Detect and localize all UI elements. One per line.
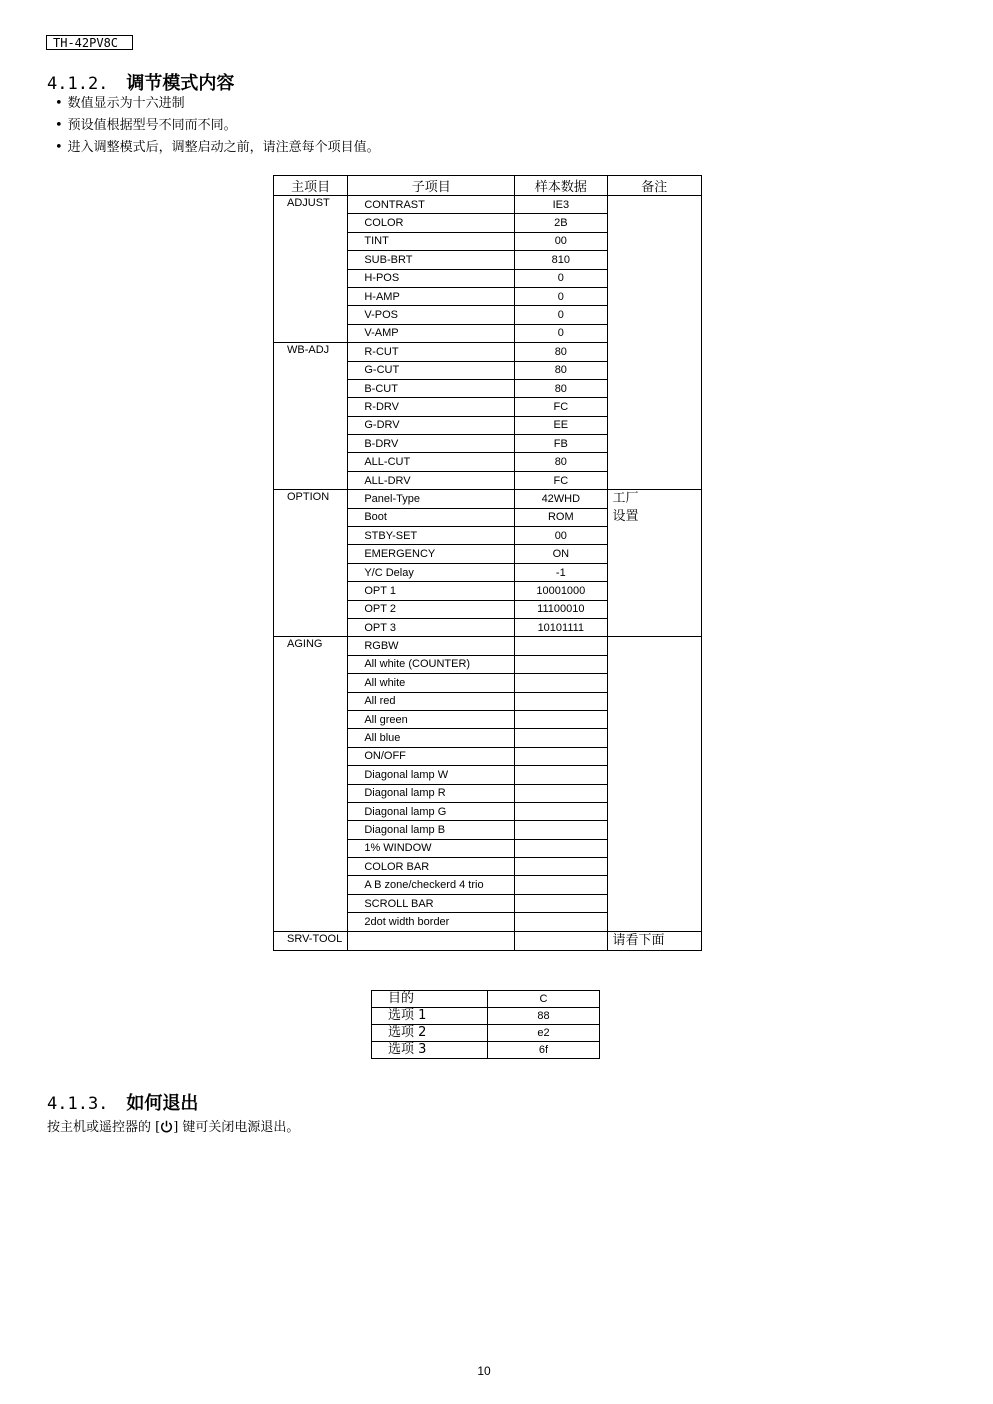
section-heading-412 <box>47 69 234 95</box>
sample-data-cell: ON <box>515 545 607 563</box>
sample-data-cell: FB <box>515 435 607 453</box>
section-title: 调节模式内容 <box>126 73 235 94</box>
exit-text-after: ] 键可关闭电源退出。 <box>173 1120 300 1135</box>
sample-data-cell: 80 <box>515 379 607 397</box>
sample-data-cell: 00 <box>515 527 607 545</box>
sample-data-cell: 42WHD <box>515 490 607 508</box>
sub-item-cell: 2dot width border <box>348 913 515 931</box>
purpose-value-cell: e2 <box>488 1025 600 1042</box>
sub-item-cell: SCROLL BAR <box>348 894 515 912</box>
section-number: 4.1.2. <box>47 74 109 94</box>
table-row <box>372 1042 600 1059</box>
bullet-list <box>55 93 380 159</box>
header-note: 备注 <box>607 176 701 196</box>
sub-item-cell: ALL-DRV <box>348 471 515 489</box>
sub-item-cell: Y/C Delay <box>348 563 515 581</box>
sample-data-cell: 80 <box>515 343 607 361</box>
sub-item-cell: EMERGENCY <box>348 545 515 563</box>
sub-item-cell: G-CUT <box>348 361 515 379</box>
purpose-table <box>371 990 600 1059</box>
table-row <box>274 490 702 508</box>
table-row <box>372 991 600 1008</box>
sub-item-cell: Boot <box>348 508 515 526</box>
sample-data-cell: EE <box>515 416 607 434</box>
sub-item-cell: Diagonal lamp B <box>348 821 515 839</box>
sample-data-cell <box>515 784 607 802</box>
purpose-label-cell: 选项 1 <box>372 1008 488 1025</box>
sample-data-cell <box>515 894 607 912</box>
sample-data-cell <box>515 637 607 655</box>
note-cell <box>607 196 701 490</box>
sample-data-cell <box>515 858 607 876</box>
sub-item-cell: All green <box>348 710 515 728</box>
note-factory-line: 设置 <box>612 509 639 525</box>
sub-item-cell: All blue <box>348 729 515 747</box>
power-icon <box>160 1120 173 1133</box>
note-cell-factory <box>607 490 701 637</box>
sub-item-cell: COLOR BAR <box>348 858 515 876</box>
sample-data-cell <box>515 674 607 692</box>
sample-data-cell: 00 <box>515 232 607 250</box>
sample-data-cell: 0 <box>515 269 607 287</box>
sub-item-cell: Diagonal lamp W <box>348 766 515 784</box>
main-item-cell: ADJUST <box>274 196 348 343</box>
purpose-value-cell: 88 <box>488 1008 600 1025</box>
main-item-cell: WB-ADJ <box>274 343 348 490</box>
table-row <box>372 1025 600 1042</box>
bullet-item: • 数值显示为十六进制 <box>55 93 380 115</box>
sub-item-cell: TINT <box>348 232 515 250</box>
sub-item-cell: R-CUT <box>348 343 515 361</box>
main-item-cell: OPTION <box>274 490 348 637</box>
table-header-row <box>274 176 702 196</box>
sample-data-cell: IE3 <box>515 196 607 214</box>
sample-data-cell: 0 <box>515 287 607 305</box>
sub-item-cell: H-POS <box>348 269 515 287</box>
sample-data-cell: FC <box>515 398 607 416</box>
sample-data-cell: 0 <box>515 306 607 324</box>
sub-item-cell: 1% WINDOW <box>348 839 515 857</box>
sub-item-cell: COLOR <box>348 214 515 232</box>
sample-data-cell <box>515 839 607 857</box>
sample-data-cell: 10101111 <box>515 618 607 636</box>
sub-item-cell: STBY-SET <box>348 527 515 545</box>
purpose-label-cell: 目的 <box>372 991 488 1008</box>
sample-data-cell <box>515 729 607 747</box>
sample-data-cell <box>515 747 607 765</box>
main-item-cell: AGING <box>274 637 348 931</box>
sample-data-cell <box>515 766 607 784</box>
table-row <box>274 637 702 655</box>
sub-item-cell: B-DRV <box>348 435 515 453</box>
sample-data-cell: 810 <box>515 251 607 269</box>
sub-item-cell: CONTRAST <box>348 196 515 214</box>
sample-data-cell: 2B <box>515 214 607 232</box>
sample-data-cell <box>515 802 607 820</box>
sample-data-cell <box>515 655 607 673</box>
sub-item-cell: Diagonal lamp R <box>348 784 515 802</box>
sample-data-cell: 80 <box>515 361 607 379</box>
table-row <box>372 1008 600 1025</box>
sub-item-cell: OPT 2 <box>348 600 515 618</box>
sub-item-cell: A B zone/checkerd 4 trio <box>348 876 515 894</box>
page-number: 10 <box>477 1364 491 1378</box>
note-factory-line: 工厂 <box>612 491 639 507</box>
sample-data-cell: ROM <box>515 508 607 526</box>
purpose-label-cell: 选项 2 <box>372 1025 488 1042</box>
sub-item-cell: OPT 3 <box>348 618 515 636</box>
sample-data-cell: 11100010 <box>515 600 607 618</box>
purpose-value-cell: 6f <box>488 1042 600 1059</box>
sub-item-cell: RGBW <box>348 637 515 655</box>
main-item-cell: SRV-TOOL <box>274 931 348 950</box>
sub-item-cell: All red <box>348 692 515 710</box>
sub-item-cell: All white <box>348 674 515 692</box>
exit-instruction <box>47 1116 299 1135</box>
sample-data-cell <box>515 692 607 710</box>
bullet-item: • 进入调整模式后，调整启动之前，请注意每个项目值。 <box>55 137 380 159</box>
header-sub-item: 子项目 <box>348 176 515 196</box>
exit-text-before: 按主机或遥控器的 [ <box>47 1120 161 1135</box>
model-label: TH-42PV8C <box>46 35 133 50</box>
sub-item-cell: G-DRV <box>348 416 515 434</box>
header-main-item: 主项目 <box>274 176 348 196</box>
sample-data-cell <box>515 913 607 931</box>
sub-item-cell: R-DRV <box>348 398 515 416</box>
sample-data-cell <box>515 710 607 728</box>
note-cell <box>607 637 701 931</box>
sample-data-cell: FC <box>515 471 607 489</box>
sample-data-cell: 80 <box>515 453 607 471</box>
sub-item-cell: H-AMP <box>348 287 515 305</box>
sub-item-cell <box>348 931 515 950</box>
adjust-mode-table <box>273 175 702 951</box>
purpose-label-cell: 选项 3 <box>372 1042 488 1059</box>
section-number: 4.1.3. <box>47 1094 109 1114</box>
sample-data-cell: 10001000 <box>515 582 607 600</box>
section-title: 如何退出 <box>126 1093 199 1114</box>
sub-item-cell: Panel-Type <box>348 490 515 508</box>
sample-data-cell <box>515 931 607 950</box>
sub-item-cell: V-POS <box>348 306 515 324</box>
sample-data-cell: 0 <box>515 324 607 342</box>
sub-item-cell: B-CUT <box>348 379 515 397</box>
section-heading-413 <box>47 1089 198 1115</box>
sub-item-cell: ALL-CUT <box>348 453 515 471</box>
sample-data-cell <box>515 821 607 839</box>
sub-item-cell: All white (COUNTER) <box>348 655 515 673</box>
sub-item-cell: V-AMP <box>348 324 515 342</box>
sample-data-cell: -1 <box>515 563 607 581</box>
sub-item-cell: OPT 1 <box>348 582 515 600</box>
sub-item-cell: SUB-BRT <box>348 251 515 269</box>
note-cell: 请看下面 <box>607 931 701 950</box>
table-row <box>274 931 702 950</box>
sample-data-cell <box>515 876 607 894</box>
bullet-item: • 预设值根据型号不同而不同。 <box>55 115 380 137</box>
purpose-value-cell: C <box>488 991 600 1008</box>
header-sample-data: 样本数据 <box>515 176 607 196</box>
sub-item-cell: ON/OFF <box>348 747 515 765</box>
sub-item-cell: Diagonal lamp G <box>348 802 515 820</box>
table-row <box>274 196 702 214</box>
